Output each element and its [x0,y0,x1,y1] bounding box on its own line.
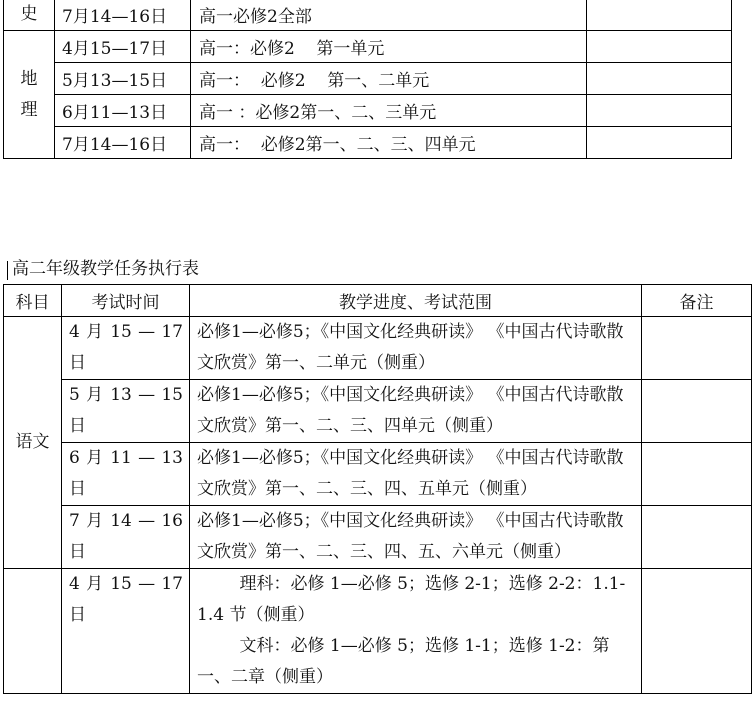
subject-cell-math [4,569,62,694]
exam-date-cell: 4 月 15 — 17 日 [62,569,190,694]
remarks-cell [642,506,752,569]
header-scope: 教学进度、考试范围 [190,285,642,317]
scope-cell: 高一：必修2 第一单元 [191,31,587,63]
header-remarks: 备注 [642,285,752,317]
scope-cell: 高一： 必修2 第一、二单元 [191,63,587,95]
table-row [4,0,732,31]
subject-cell-chinese: 语文 [4,317,62,569]
grade2-teaching-schedule-table [3,284,752,694]
remarks-cell [642,380,752,443]
science-scope-text: 理科：必修 1—必修 5；选修 2-1；选修 2-2：1.1-1.4 节（侧重） [197,574,626,625]
table-row [4,443,752,506]
scope-cell: 高一： 必修2第一、二、三、四单元 [191,127,587,159]
scope-cell: 必修1—必修5；《中国文化经典研读》 《中国古代诗歌散文欣赏》第一、二单元（侧重） [190,317,642,380]
scope-cell: 必修1—必修5；《中国文化经典研读》 《中国古代诗歌散文欣赏》第一、二、三、四单元（侧重） [190,380,642,443]
exam-date-cell: 5 月 13 — 15 日 [62,380,190,443]
table-row [4,569,752,694]
exam-date-cell: 7 月 14 — 16 日 [62,506,190,569]
table-row [4,380,752,443]
exam-date-cell: 7月14—16日 [55,127,191,159]
table-row [4,31,732,63]
exam-date-cell: 4 月 15 — 17 日 [62,317,190,380]
table-header-row [4,285,752,317]
scope-cell: 高一必修2全部 [191,0,587,31]
table-caption: 高二年级教学任务执行表 [12,259,199,279]
history-geography-schedule-table [3,0,732,159]
table-row [4,127,732,159]
exam-date-cell: 4月15—17日 [55,31,191,63]
remarks-cell [587,63,732,95]
header-subject: 科目 [4,285,62,317]
subject-cell-geography [4,31,55,159]
scope-cell: 必修1—必修5；《中国文化经典研读》 《中国古代诗歌散文欣赏》第一、二、三、四、五、六单元（侧重） [190,506,642,569]
remarks-cell [642,569,752,694]
remarks-cell [587,127,732,159]
header-exam-time: 考试时间 [62,285,190,317]
exam-date-cell: 6月11—13日 [55,95,191,127]
remarks-cell [587,0,732,31]
exam-date-cell: 5月13—15日 [55,63,191,95]
remarks-cell [642,317,752,380]
caption-marker [7,261,8,280]
exam-date-cell: 6 月 11 — 13 日 [62,443,190,506]
table-row [4,63,732,95]
table-row [4,506,752,569]
scope-cell: 必修1—必修5；《中国文化经典研读》 《中国古代诗歌散文欣赏》第一、二、三、四、五单元（侧重） [190,443,642,506]
remarks-cell [642,443,752,506]
exam-date-cell: 7月14—16日 [55,0,191,31]
remarks-cell [587,31,732,63]
table-row [4,95,732,127]
remarks-cell [587,95,732,127]
scope-cell: 高一 ：必修2第一、二、三单元 [191,95,587,127]
table-row [4,317,752,380]
scope-cell-math [190,569,642,694]
liberal-arts-scope-text: 文科：必修 1—必修 5；选修 1-1；选修 1-2：第一、二章（侧重） [197,636,610,687]
subject-label-geography: 地理 [20,68,38,120]
subject-cell: 史 [4,0,55,31]
